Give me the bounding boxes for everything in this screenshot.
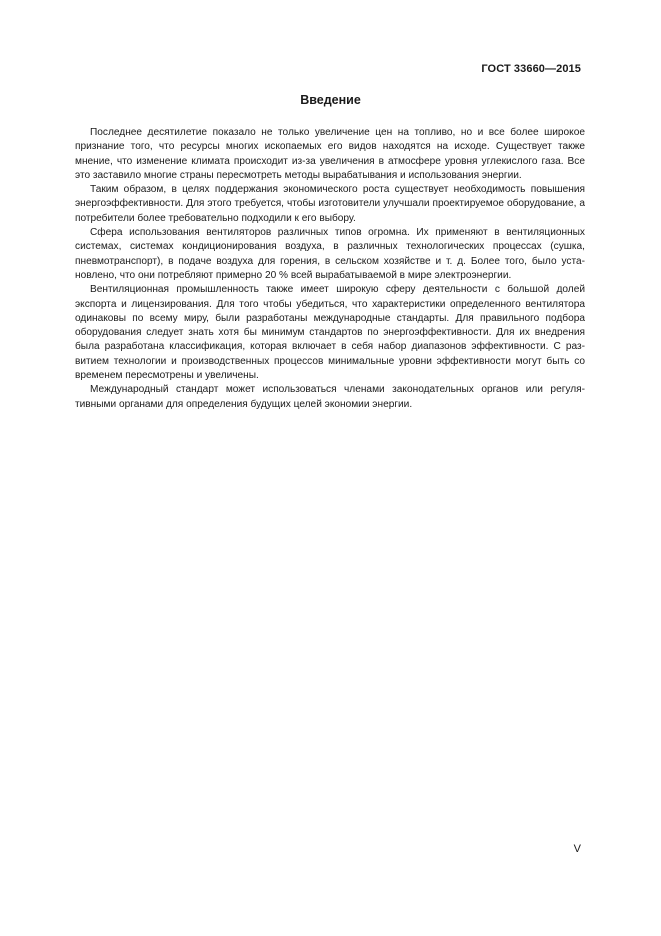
paragraph-2: Таким образом, в целях поддержания экономического роста существует необходимость повышения энергоэффективности. Для этого требуется, чтобы изготовители улучшали проектируемое оборудование, а потребители более требовательно подходили к его выбору.: [75, 184, 585, 224]
section-body: [75, 126, 585, 412]
paragraph-3: Сфера использования вентиляторов различных типов огромна. Их применяют в вентиляционных системах, системах кондиционирования воздуха, в различных технологических процессах (сушка, пневмотранспорт), в подаче воздуха для горения, в сельском хозяйстве и т. д. Более того, было установлено, что они потребляют примерно 20 % всей вырабатываемой в мире электроэнергии.: [75, 227, 585, 281]
document-code-header: ГОСТ 33660—2015: [481, 63, 581, 75]
paragraph-4: Вентиляционная промышленность также имеет широкую сферу деятельности с большой долей экспорта и лицензирования. Для того чтобы убедиться, что характеристики определенного вентилятора одинаковы по всему миру, были разработаны международные стандарты. Для правильного подбора оборудования следует знать хотя бы минимум стандартов по энергоэффективности. Для их внедрения была разработана классификация, которая включает в себя набор диапазонов эффективности. С развитием технологии и производственных процессов минимальные уровни эффективности могут быть со временем пересмотрены и увеличены.: [75, 284, 585, 382]
paragraph-1: Последнее десятилетие показало не только увеличение цен на топливо, но и все более широкое признание того, что ресурсы многих ископаемых его видов находятся на исходе. Существует также мнение, что изменение климата происходит из-за увеличения в атмосфере уровня углекислого газа. Все это заставило многие страны пересмотреть методы вырабатывания и использования энергии.: [75, 127, 585, 181]
paragraph-5: Международный стандарт может использоваться членами законодательных органов или регулятивными органами для определения будущих целей экономии энергии.: [75, 384, 585, 410]
page-number: V: [573, 843, 581, 855]
section-title: Введение: [300, 93, 361, 107]
